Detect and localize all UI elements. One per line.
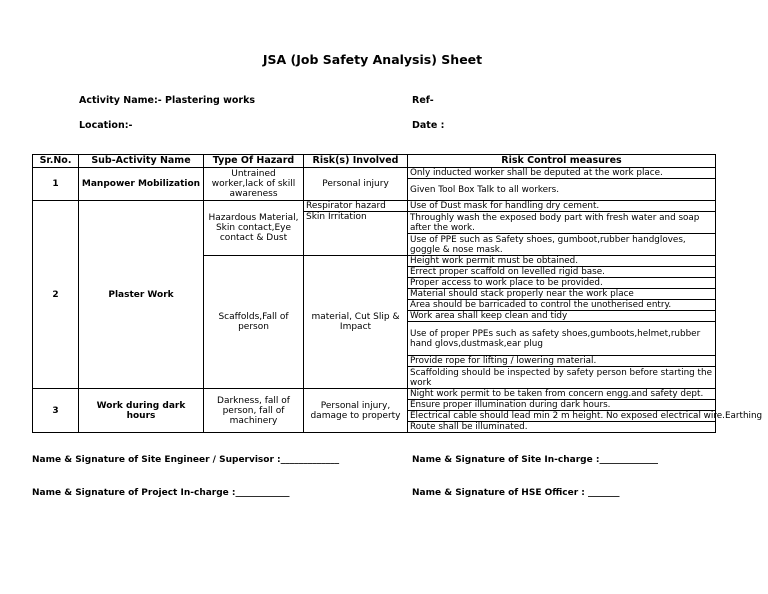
column-header: Risk(s) Involved [304,155,408,168]
table-row [33,389,716,400]
control-measure-cell: Scaffolding should be inspected by safety person before starting the work [408,367,716,389]
control-measure-cell: Proper access to work place to be provided. [408,278,716,289]
jsa-table [32,154,763,433]
sr-no-cell: 1 [33,168,79,201]
ref-label: Ref- [412,95,434,106]
risk-cell: Respirator hazard [304,201,408,212]
project-incharge-signature: Name & Signature of Project In-charge :____________ [32,488,290,498]
column-header: Risk Control measures [408,155,716,168]
risk-cell: material, Cut Slip & Impact [304,256,408,389]
date-label: Date : [412,120,445,131]
hazard-cell: Scaffolds,Fall of person [204,256,304,389]
hazard-cell: Darkness, fall of person, fall of machinery [204,389,304,433]
control-measure-cell: Use of Dust mask for handling dry cement. [408,201,716,212]
column-header: Type Of Hazard [204,155,304,168]
risk-cell: Personal injury, damage to property [304,389,408,433]
sr-no-cell: 2 [33,201,79,389]
control-measure-cell: Night work permit to be taken from concern engg.and safety dept. [408,389,716,400]
table-row [33,168,716,179]
control-measure-cell: Height work permit must be obtained. [408,256,716,267]
control-measure-cell: Given Tool Box Talk to all workers. [408,179,716,201]
site-engineer-signature: Name & Signature of Site Engineer / Supervisor :_____________ [32,455,340,465]
control-measure-cell: Use of proper PPEs such as safety shoes,gumboots,helmet,rubber hand glovs,dustmask,ear plug [408,322,716,356]
column-header: Sub-Activity Name [79,155,204,168]
control-measure-cell: Provide rope for lifting / lowering material. [408,356,716,367]
sr-no-cell: 3 [33,389,79,433]
risk-cell: Personal injury [304,168,408,201]
control-measure-cell: Route shall be illuminated. [408,422,716,433]
table-header-row [33,155,716,168]
table-row [33,201,716,212]
control-measure-cell: Use of PPE such as Safety shoes, gumboot,rubber handgloves, goggle & nose mask. [408,234,716,256]
site-incharge-signature: Name & Signature of Site In-charge :_____________ [412,455,658,465]
column-header: Sr.No. [33,155,79,168]
activity-name: Activity Name:- Plastering works [79,95,256,106]
control-measure-cell: Ensure proper illumination during dark hours. [408,400,716,411]
control-measure-cell: Electrical cable should lead min 2 m height. No exposed electrical wire.Earthing [408,411,716,422]
hazard-cell: Untrained worker,lack of skill awareness [204,168,304,201]
control-measure-cell: Area should be barricaded to control the unotherised entry. [408,300,716,311]
sub-activity-cell: Manpower Mobilization [79,168,204,201]
control-measure-cell: Throughly wash the exposed body part with fresh water and soap after the work. [408,212,716,234]
sub-activity-cell: Work during dark hours [79,389,204,433]
risk-cell: Skin Irritation [304,212,408,256]
sub-activity-cell: Plaster Work [79,201,204,389]
page-title: JSA (Job Safety Analysis) Sheet [262,52,483,67]
control-measure-cell: Work area shall keep clean and tidy [408,311,716,322]
hse-officer-signature: Name & Signature of HSE Officer : _______ [412,488,620,498]
hazard-cell: Hazardous Material, Skin contact,Eye contact & Dust [204,201,304,256]
control-measure-cell: Errect proper scaffold on levelled rigid base. [408,267,716,278]
location-label: Location:- [79,120,133,131]
control-measure-cell: Material should stack properly near the work place [408,289,716,300]
control-measure-cell: Only inducted worker shall be deputed at the work place. [408,168,716,179]
